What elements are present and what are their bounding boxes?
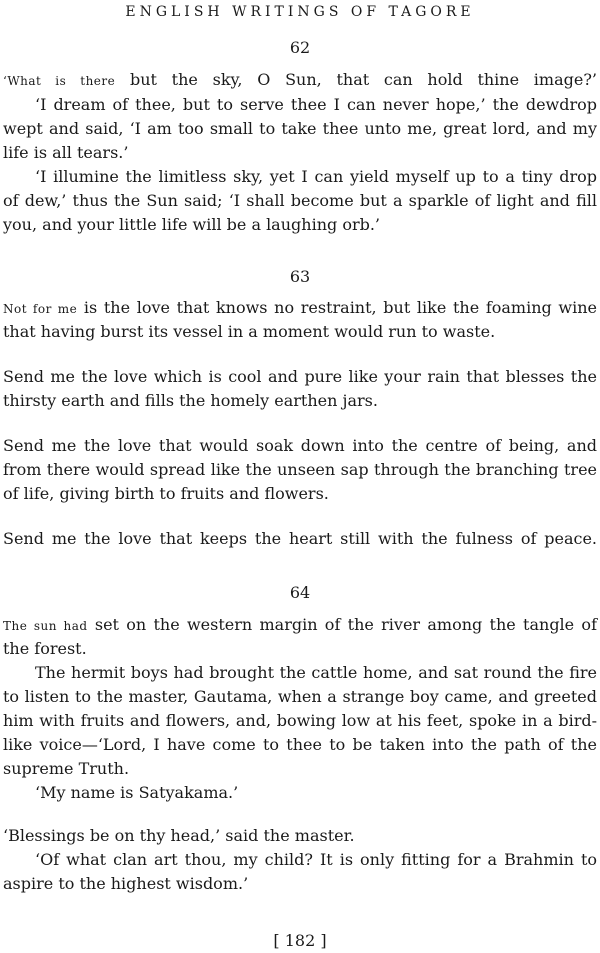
poem-line: of life, giving birth to fruits and flowers. (3, 484, 329, 503)
poem-line: to listen to the master, Gautama, when a strange boy came, and greeted (3, 687, 597, 706)
poem-line: The hermit boys had brought the cattle home, and sat round the fire (35, 663, 597, 682)
poem-line: ‘Blessings be on thy head,’ said the master. (3, 826, 355, 845)
poem-number: 64 (289, 583, 311, 602)
poem-line: aspire to the highest wisdom.’ (3, 874, 249, 893)
small-caps-opening: ‘What is there (3, 74, 116, 88)
line-text: but the sky, O Sun, that can hold thine image?’ (115, 70, 597, 89)
poem-line (3, 297, 597, 320)
poem-line: ‘I dream of thee, but to serve thee I can never hope,’ the dewdrop (35, 95, 597, 114)
poem-line: supreme Truth. (3, 759, 130, 778)
poem-line: ‘Of what clan art thou, my child? It is only fitting for a Brahmin to (35, 850, 597, 869)
poem-line (3, 69, 597, 92)
page-number: [ 182 ] (273, 931, 327, 950)
running-header: ENGLISH WRITINGS OF TAGORE (125, 4, 475, 20)
poem-line: from there would spread like the unseen sap through the branching tree (3, 460, 597, 479)
poem-line (3, 614, 597, 637)
poem-line: ‘I illumine the limitless sky, yet I can yield myself up to a tiny drop (35, 167, 597, 186)
poem-number: 62 (289, 38, 311, 57)
poem-line: of dew,’ thus the Sun said; ‘I shall become but a sparkle of light and fill (3, 191, 597, 210)
poem-line: that having burst its vessel in a moment would run to waste. (3, 322, 496, 341)
poem-line: life is all tears.’ (3, 143, 129, 162)
poem-line: Send me the love that keeps the heart still with the fulness of peace. (3, 529, 597, 548)
poem-line: ‘My name is Satyakama.’ (35, 783, 239, 802)
poem-line: you, and your little life will be a laughing orb.’ (3, 215, 381, 234)
line-text: is the love that knows no restraint, but like the foaming wine (77, 298, 597, 317)
poem-line: him with fruits and flowers, and, bowing low at his feet, spoke in a bird- (3, 711, 597, 730)
small-caps-opening: The sun had (3, 619, 88, 633)
line-text: set on the western margin of the river among the tangle of (87, 615, 597, 634)
poem-line: wept and said, ‘I am too small to take thee unto me, great lord, and my (3, 119, 597, 138)
poem-line: Send me the love which is cool and pure like your rain that blesses the (3, 367, 597, 386)
poem-line: the forest. (3, 639, 87, 658)
poem-line: like voice—‘Lord, I have come to thee to be taken into the path of the (3, 735, 597, 754)
poem-line: Send me the love that would soak down into the centre of being, and (3, 436, 597, 455)
poem-line: thirsty earth and fills the homely earthen jars. (3, 391, 378, 410)
small-caps-opening: Not for me (3, 302, 78, 316)
poem-number: 63 (289, 267, 311, 286)
